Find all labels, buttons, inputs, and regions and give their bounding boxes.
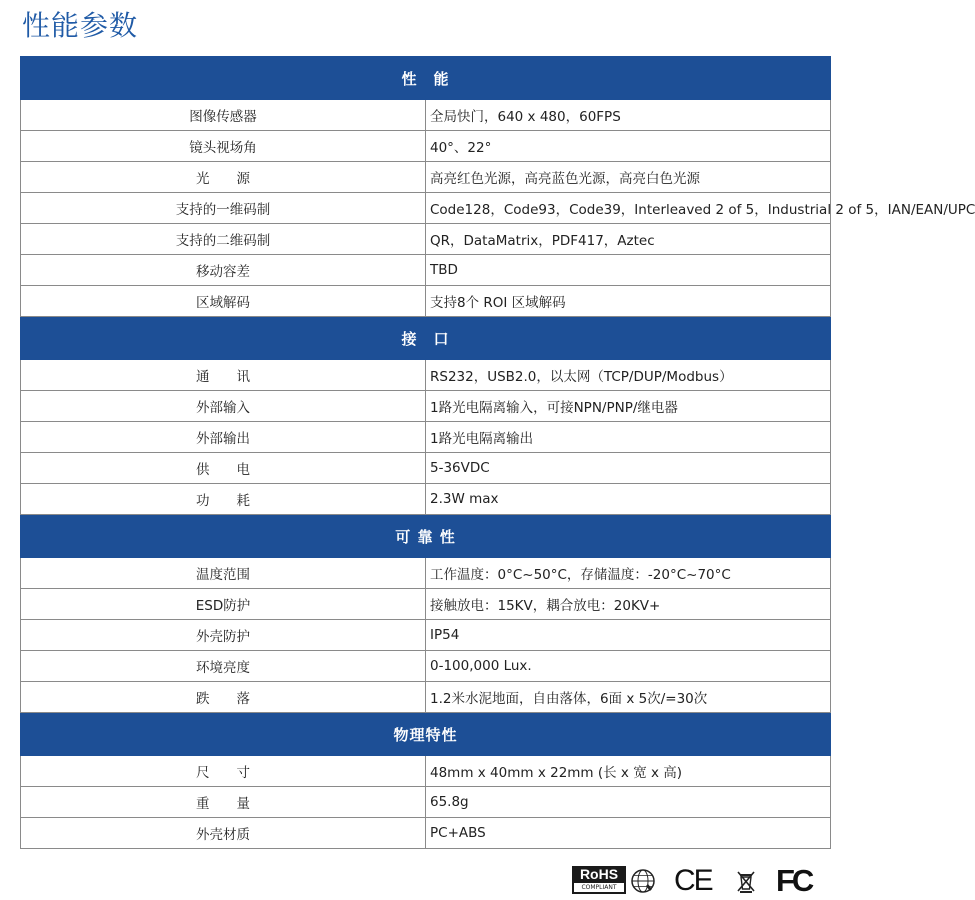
spec-row [21,286,831,317]
spec-row [21,818,831,849]
spec-label: 重 量 [21,787,426,818]
spec-row [21,360,831,391]
spec-row [21,589,831,620]
page-title: 性能参数 [22,9,139,42]
spec-value: RS232，USB2.0，以太网（TCP/DUP/Modbus） [426,360,831,391]
spec-label: 外壳防护 [21,620,426,651]
section-header-row [21,57,831,100]
section-title: 接 口 [21,317,831,360]
spec-value: 工作温度：0°C~50°C，存储温度：-20°C~70°C [426,558,831,589]
certification-logos [570,863,830,898]
spec-value: 5-36VDC [426,453,831,484]
section-title: 性 能 [21,57,831,100]
spec-value: 1路光电隔离输入，可接NPN/PNP/继电器 [426,391,831,422]
spec-value: 全局快门，640 x 480，60FPS [426,100,831,131]
spec-value: 高亮红色光源，高亮蓝色光源，高亮白色光源 [426,162,831,193]
spec-value: 65.8g [426,787,831,818]
spec-value: 0-100,000 Lux. [426,651,831,682]
spec-label: 功 耗 [21,484,426,515]
spec-value: 接触放电：15KV，耦合放电：20KV+ [426,589,831,620]
section-title: 可 靠 性 [21,515,831,558]
spec-row [21,100,831,131]
spec-table [20,56,975,849]
spec-value: QR，DataMatrix，PDF417，Aztec [426,224,831,255]
spec-value: 2.3W max [426,484,831,515]
spec-label: 区域解码 [21,286,426,317]
section-header-row [21,515,831,558]
spec-row [21,131,831,162]
globe-icon [630,868,656,894]
spec-label: 镜头视场角 [21,131,426,162]
spec-label: 移动容差 [21,255,426,286]
rohs-compliant-text: COMPLIANT [574,883,624,892]
spec-value: 支持8个 ROI 区域解码 [426,286,831,317]
spec-label: 外壳材质 [21,818,426,849]
spec-table-body [21,57,975,849]
spec-label: 外部输入 [21,391,426,422]
spec-value: 48mm x 40mm x 22mm (长 x 宽 x 高) [426,756,831,787]
spec-value: 1.2米水泥地面，自由落体，6面 x 5次/=30次 [426,682,831,713]
spec-label: 外部输出 [21,422,426,453]
section-header-row [21,713,831,756]
spec-label: 支持的一维码制 [21,193,426,224]
ce-mark: CE [674,864,712,897]
spec-value: 1路光电隔离输出 [426,422,831,453]
spec-row [21,484,831,515]
spec-value: 40°、22° [426,131,831,162]
spec-label: 支持的二维码制 [21,224,426,255]
spec-value: Code128，Code93，Code39，Interleaved 2 of 5，Industrial 2 of 5，IAN/EAN/UPC [426,193,831,224]
section-header-row [21,317,831,360]
spec-row [21,391,831,422]
spec-value: TBD [426,255,831,286]
spec-label: 环境亮度 [21,651,426,682]
section-title: 物理特性 [21,713,831,756]
spec-label: 供 电 [21,453,426,484]
spec-row [21,255,831,286]
spec-row [21,224,831,255]
spec-value: IP54 [426,620,831,651]
spec-label: 通 讯 [21,360,426,391]
spec-row [21,422,831,453]
spec-row [21,162,831,193]
spec-row [21,787,831,818]
spec-value: PC+ABS [426,818,831,849]
spec-label: 尺 寸 [21,756,426,787]
spec-row [21,453,831,484]
rohs-logo [572,866,626,894]
spec-row [21,682,831,713]
spec-label: 图像传感器 [21,100,426,131]
spec-row [21,193,831,224]
spec-label: 光 源 [21,162,426,193]
spec-label: 跌 落 [21,682,426,713]
spec-label: 温度范围 [21,558,426,589]
spec-label: ESD防护 [21,589,426,620]
spec-row [21,651,831,682]
spec-row [21,558,831,589]
fcc-mark: FC [776,863,812,898]
spec-row [21,620,831,651]
weee-bin-icon [736,870,756,894]
spec-row [21,756,831,787]
rohs-logo-text: RoHS [579,866,619,882]
